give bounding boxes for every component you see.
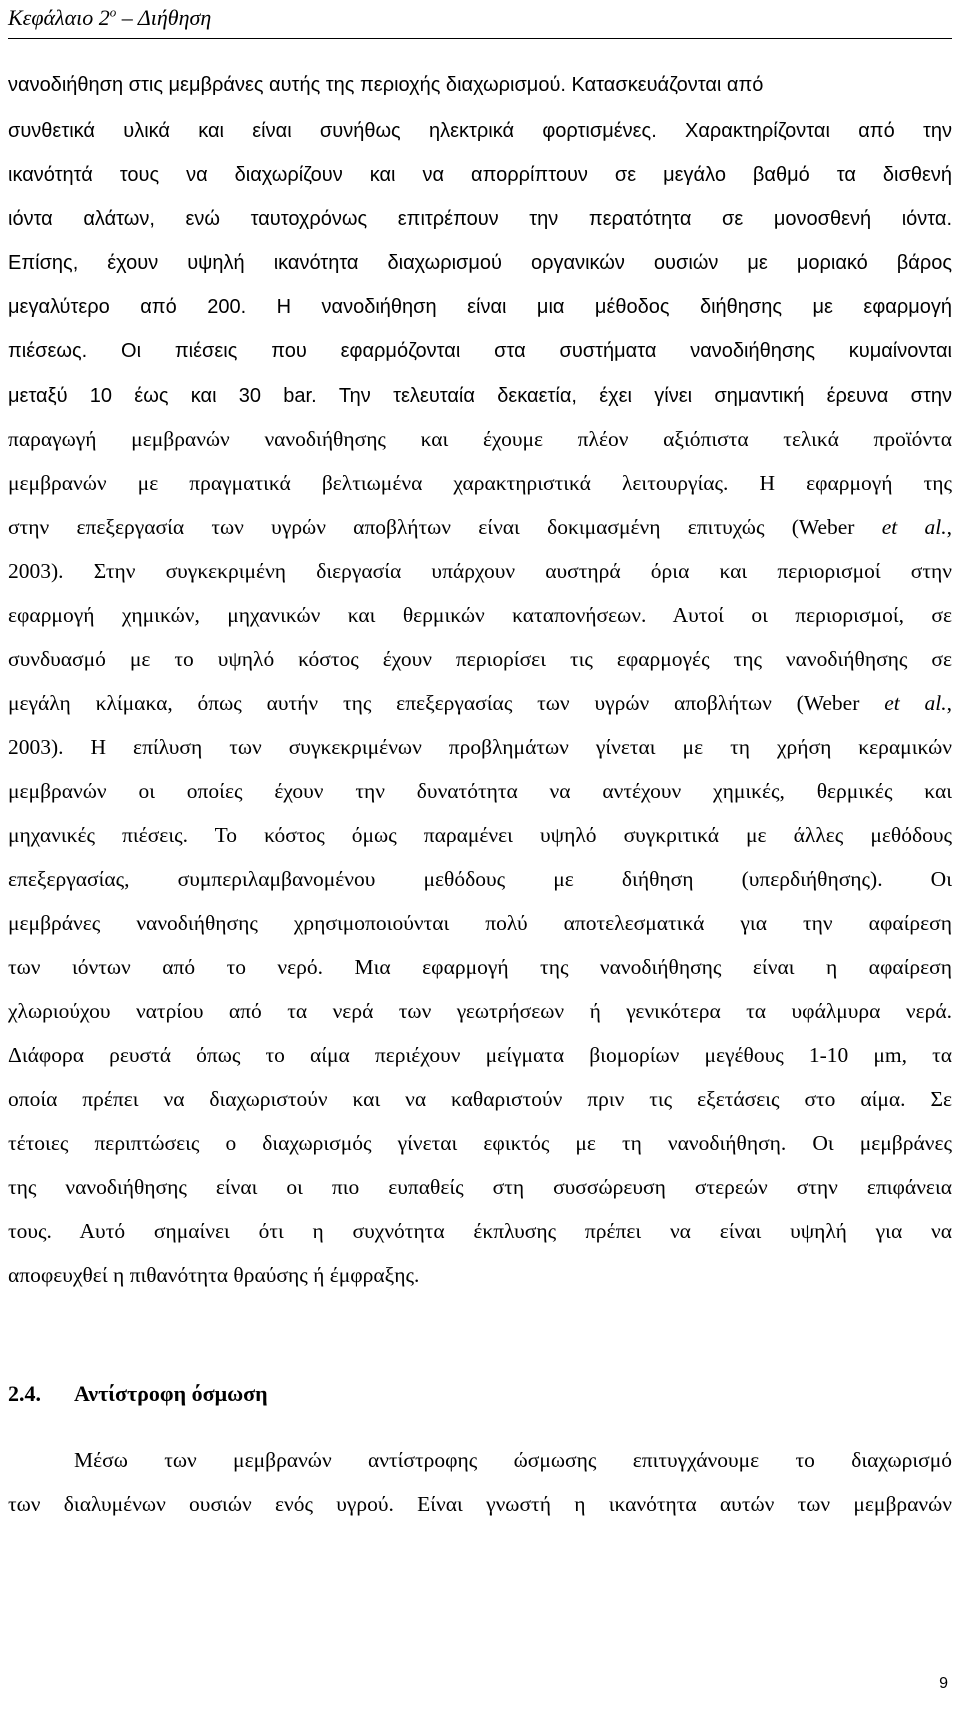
body-line: μεμβράνες νανοδιήθησης χρησιμοποιούνται πολύ αποτελεσματικά για την αφαίρεση	[8, 911, 952, 935]
body-line: αποφευχθεί η πιθανότητα θραύσης ή έμφραξης.	[8, 1263, 420, 1287]
page-number: 9	[939, 1675, 948, 1692]
body-line: Επίσης, έχουν υψηλή ικανότητα διαχωρισμού οργανικών ουσιών με μοριακό βάρος	[8, 252, 952, 274]
body-line: νανοδιήθηση στις μεμβράνες αυτής της περιοχής διαχωρισμού. Κατασκευάζονται από	[8, 74, 764, 96]
body-line: μεμβρανών οι οποίες έχουν την δυνατότητα να αντέχουν χημικές, θερμικές και	[8, 779, 952, 803]
running-header	[8, 2, 952, 39]
body-line: Διάφορα ρευστά όπως το αίμα περιέχουν μείγματα βιομορίων μεγέθους 1-10 μm, τα	[8, 1043, 952, 1067]
body-line: μεμβρανών με πραγματικά βελτιωμένα χαρακτηριστικά λειτουργίας. Η εφαρμογή της	[8, 471, 952, 495]
body-line: 2003). Η επίλυση των συγκεκριμένων προβλημάτων γίνεται με τη χρήση κεραμικών	[8, 735, 952, 759]
body-line: ιόντα αλάτων, ενώ ταυτοχρόνως επιτρέπουν την περατότητα σε μονοσθενή ιόντα.	[8, 208, 952, 230]
body-line: ικανότητά τους να διαχωρίζουν και να απορρίπτουν σε μεγάλο βαθμό τα δισθενή	[8, 164, 952, 186]
citation-et-al: et al.	[884, 691, 947, 715]
body-line: Μέσω των μεμβρανών αντίστροφης ώσμωσης επιτυγχάνουμε το διαχωρισμό	[74, 1448, 952, 1472]
chapter-title: Κεφάλαιο $2^o$ – Διήθηση	[8, 4, 212, 30]
body-line: πιέσεως. Οι πιέσεις που εφαρμόζονται στα συστήματα νανοδιήθησης κυμαίνονται	[8, 340, 952, 362]
section-heading	[8, 1380, 268, 1408]
body-line: τέτοιες περιπτώσεις ο διαχωρισμός γίνεται εφικτός με τη νανοδιήθηση. Οι μεμβράνες	[8, 1131, 952, 1155]
section-number: 2.4.	[8, 1381, 41, 1406]
citation-et-al: et al.	[881, 515, 947, 539]
body-line: εφαρμογή χημικών, μηχανικών και θερμικών καταπονήσεων. Αυτοί οι περιορισμοί, σε	[8, 603, 952, 627]
body-line: στην επεξεργασία των υγρών αποβλήτων είναι δοκιμασμένη επιτυχώς (Weber et al.,	[8, 515, 952, 539]
body-line: 2003). Στην συγκεκριμένη διεργασία υπάρχουν αυστηρά όρια και περιορισμοί στην	[8, 559, 952, 583]
body-line: των διαλυμένων ουσιών ενός υγρού. Είναι γνωστή η ικανότητα αυτών των μεμβρανών	[8, 1492, 952, 1516]
body-line: συνδυασμό με το υψηλό κόστος έχουν περιορίσει τις εφαρμογές της νανοδιήθησης σε	[8, 647, 952, 671]
body-line: μηχανικές πιέσεις. Το κόστος όμως παραμένει υψηλό συγκριτικά με άλλες μεθόδους	[8, 823, 952, 847]
body-line: επεξεργασίας, συμπεριλαμβανομένου μεθόδους με διήθηση (υπερδιήθησης). Οι	[8, 867, 952, 891]
body-line: μεγάλη κλίμακα, όπως αυτήν της επεξεργασίας των υγρών αποβλήτων (Weber et al.,	[8, 691, 952, 715]
body-line: τους. Αυτό σημαίνει ότι η συχνότητα έκπλυσης πρέπει να είναι υψηλή για να	[8, 1219, 952, 1243]
body-line: συνθετικά υλικά και είναι συνήθως ηλεκτρικά φορτισμένες. Χαρακτηρίζονται από την	[8, 120, 952, 142]
section-title: Αντίστροφη όσμωση	[74, 1381, 268, 1406]
body-line: της νανοδιήθησης είναι οι πιο ευπαθείς στη συσσώρευση στερεών στην επιφάνεια	[8, 1175, 952, 1199]
body-line: μεταξύ 10 έως και 30 bar. Την τελευταία δεκαετία, έχει γίνει σημαντική έρευνα στην	[8, 385, 952, 407]
body-line: μεγαλύτερο από 200. Η νανοδιήθηση είναι μια μέθοδος διήθησης με εφαρμογή	[8, 296, 952, 318]
body-line: οποία πρέπει να διαχωριστούν και να καθαριστούν πριν τις εξετάσεις στο αίμα. Σε	[8, 1087, 952, 1111]
body-line: παραγωγή μεμβρανών νανοδιήθησης και έχουμε πλέον αξιόπιστα τελικά προϊόντα	[8, 427, 952, 451]
body-line: των ιόντων από το νερό. Μια εφαρμογή της νανοδιήθησης είναι η αφαίρεση	[8, 955, 952, 979]
body-line: χλωριούχου νατρίου από τα νερά των γεωτρήσεων ή γενικότερα τα υφάλμυρα νερά.	[8, 999, 952, 1023]
